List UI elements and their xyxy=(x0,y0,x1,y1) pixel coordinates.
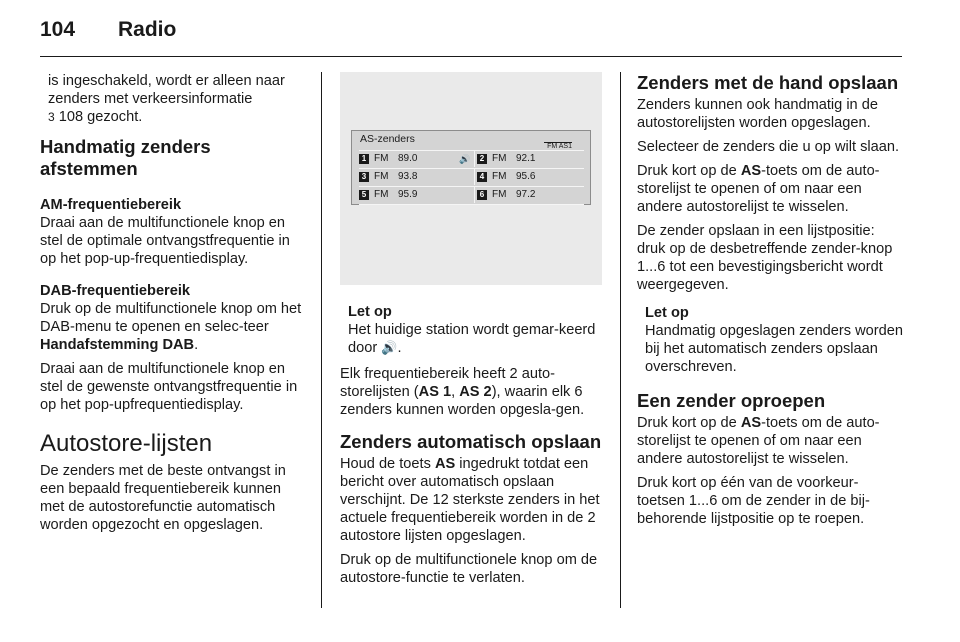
heading-manual-tuning: Handmatig zenders afstemmen xyxy=(40,136,211,179)
note-title: Let op xyxy=(645,305,689,321)
header-rule xyxy=(40,56,902,57)
column-middle xyxy=(340,72,606,593)
heading-recall: Een zender oproepen xyxy=(637,390,826,411)
manual-save-paragraph-2: Selecteer de zenders die u op wilt slaan. xyxy=(637,139,900,155)
recall-paragraph-1: Druk kort op de AS-toets om de auto-storelijst te openen of om naar een andere autostorelijst te wisselen. xyxy=(637,415,880,467)
manual-save-paragraph-3: Druk kort op de AS-toets om de auto-storelijst te openen of om naar een andere autostorelijst te wisselen. xyxy=(637,163,880,215)
display-band-tag: FM AS1 xyxy=(544,142,572,150)
auto-save-paragraph: Houd de toets AS ingedrukt totdat een bericht over automatisch opslaan verschijnt. De 12 sterkste zenders in het actuele frequentiebereik worden in de 2 autostore lijsten opgeslagen. xyxy=(340,456,600,544)
auto-save-paragraph-2: Druk op de multifunctionele knop om de autostore-functie te verlaten. xyxy=(340,552,598,586)
manual-save-paragraph-4: De zender opslaan in een lijstpositie: druk op de desbetreffende zender-knop 1...6 tot een bevestigingsbericht wordt weergegeven. xyxy=(637,223,893,293)
as-key: AS xyxy=(434,456,456,472)
preset-4[interactable]: 4 FM 95.6 xyxy=(477,169,589,185)
column-divider xyxy=(620,72,621,608)
radio-display xyxy=(351,130,591,205)
section-title: Radio xyxy=(118,18,177,41)
autostore-screen-figure xyxy=(340,72,602,285)
column-divider xyxy=(321,72,322,608)
page-reference[interactable]: 108 gezocht. xyxy=(58,109,143,125)
range-paragraph: Elk frequentiebereik heeft 2 auto-storelijsten (AS 1, AS 2), waarin elk 6 zenders kunnen worden opgesla-gen. xyxy=(340,366,585,418)
preset-row xyxy=(359,168,584,186)
preset-row xyxy=(359,150,584,168)
speaker-icon: 🔊 xyxy=(459,154,471,164)
manual-save-paragraph-1: Zenders kunnen ook handmatig in de autostorelijsten worden opgeslagen. xyxy=(637,97,878,131)
grid-divider xyxy=(474,151,475,167)
display-title: AS-zenders xyxy=(360,133,415,145)
heading-am: AM-frequentiebereik xyxy=(40,197,182,213)
preset-2[interactable]: 2 FM 92.1 xyxy=(477,151,589,167)
note-text: Handmatig opgeslagen zenders worden bij het automatisch zenders opslaan overschreven. xyxy=(645,323,903,375)
heading-manual-save: Zenders met de hand opslaan xyxy=(637,72,899,93)
column-left xyxy=(40,72,306,540)
heading-dab: DAB-frequentiebereik xyxy=(40,283,191,299)
heading-autostore: Autostore-lijsten xyxy=(40,430,213,457)
grid-divider xyxy=(474,169,475,185)
reference-arrow-icon: 3 xyxy=(48,110,55,124)
note-text: Het huidige station wordt gemar-keerd door 🔊. xyxy=(348,322,596,356)
column-right xyxy=(637,72,903,534)
dab-paragraph-2: Draai aan de multifunctionele knop en stel de gewenste ontvangstfrequentie in op het pop-upfrequentiedisplay. xyxy=(40,361,298,413)
preset-1[interactable]: 1 FM 89.0 🔊 xyxy=(359,151,471,167)
dab-paragraph: Druk op de multifunctionele knop om het DAB-menu te openen en selec-teer Handafstemming DAB. xyxy=(40,301,302,353)
note-title: Let op xyxy=(348,304,392,320)
speaker-icon: 🔊 xyxy=(381,340,398,355)
preset-5[interactable]: 5 FM 95.9 xyxy=(359,187,471,203)
autostore-paragraph: De zenders met de beste ontvangst in een bepaald frequentiebereik kunnen met de autostorefunctie automatisch worden opgezocht en opgeslagen. xyxy=(40,463,286,533)
preset-grid xyxy=(359,150,584,205)
heading-auto-save: Zenders automatisch opslaan xyxy=(340,431,602,452)
dab-menu-item: Handafstemming DAB xyxy=(40,337,195,353)
preset-3[interactable]: 3 FM 93.8 xyxy=(359,169,471,185)
note-current-station xyxy=(340,303,606,357)
am-paragraph: Draai aan de multifunctionele knop en stel de optimale ontvangstfrequentie in op het pop-up-frequentiedisplay. xyxy=(40,215,290,267)
page-number: 104 xyxy=(40,18,76,41)
recall-paragraph-2: Druk kort op één van de voorkeur-toetsen 1...6 om de zender in de bij-behorende lijstpositie op te roepen. xyxy=(637,475,870,527)
preset-row xyxy=(359,186,584,205)
preset-6[interactable]: 6 FM 97.2 xyxy=(477,187,589,203)
note-manual-overwrite xyxy=(637,304,903,376)
intro-paragraph: is ingeschakeld, wordt er alleen naar zenders met verkeersinformatie 3 108 gezocht. xyxy=(48,73,285,125)
grid-divider xyxy=(474,187,475,203)
